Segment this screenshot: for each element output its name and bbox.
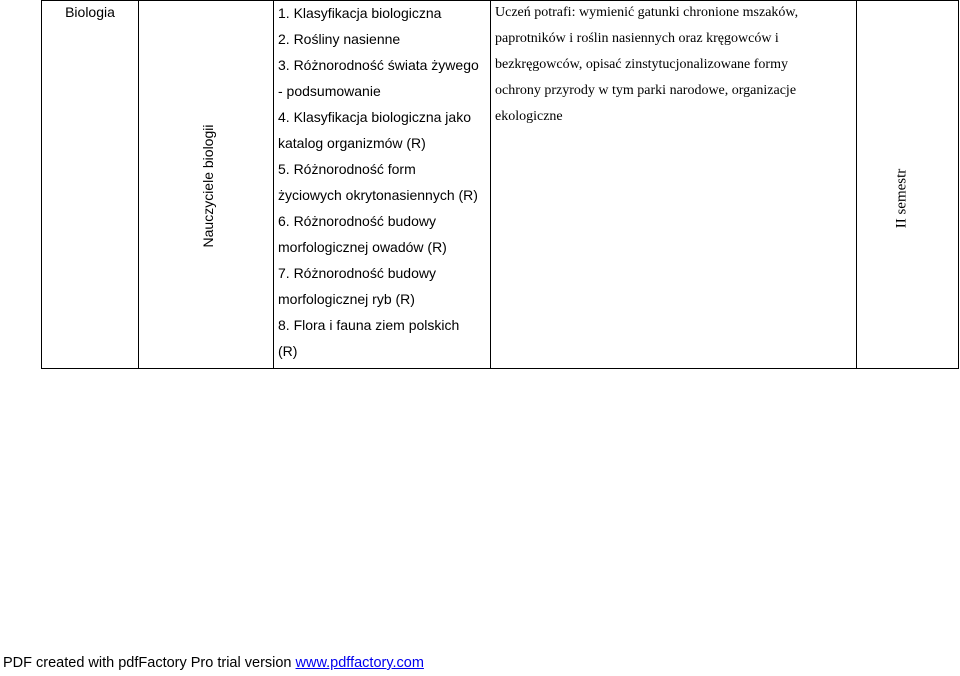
table-border-right [958, 0, 959, 369]
outcomes-cell [495, 0, 855, 130]
subject-cell: Biologia [65, 4, 115, 20]
topic-line: 1. Klasyfikacja biologiczna [278, 5, 442, 21]
outcome-line: bezkręgowców, opisać zinstytucjonalizowane formy [495, 57, 788, 72]
topic-line: 6. Różnorodność budowy [278, 213, 436, 229]
topic-line: katalog organizmów (R) [278, 135, 426, 151]
outcome-line: ochrony przyrody w tym parki narodowe, organizacje [495, 83, 797, 98]
table-bottom-border [41, 368, 959, 369]
topic-line: 2. Rośliny nasienne [278, 31, 401, 47]
outcome-line: paprotników i roślin nasiennych oraz kręgowców i [495, 31, 779, 46]
topic-line: 8. Flora i fauna ziem polskich [278, 317, 460, 333]
table-border-left [41, 0, 42, 369]
outcome-line: Uczeń potrafi: wymienić gatunki chronione mszaków, [495, 5, 799, 20]
table-divider-4 [856, 0, 857, 369]
topic-line: morfologicznej ryb (R) [278, 291, 415, 307]
semester-cell: II semestr [893, 168, 910, 229]
outcome-line: ekologiczne [495, 109, 563, 124]
table-divider-3 [490, 0, 491, 369]
topic-line: 5. Różnorodność form [278, 161, 416, 177]
table-divider-2 [273, 0, 274, 369]
topic-line: życiowych okrytonasiennych (R) [278, 187, 478, 203]
topic-line: - podsumowanie [278, 83, 381, 99]
footer-text: PDF created with pdfFactory Pro trial version [3, 655, 296, 671]
footer-link[interactable]: www.pdffactory.com [295, 655, 424, 671]
topic-line: morfologicznej owadów (R) [278, 239, 447, 255]
pdf-footer [3, 655, 424, 671]
teachers-cell: Nauczyciele biologii [200, 124, 216, 248]
topic-line: 4. Klasyfikacja biologiczna jako [278, 109, 471, 125]
topic-line: 7. Różnorodność budowy [278, 265, 436, 281]
topics-list [278, 0, 490, 364]
table-divider-1 [138, 0, 139, 369]
topic-line: (R) [278, 343, 298, 359]
topic-line: 3. Różnorodność świata żywego [278, 57, 479, 73]
